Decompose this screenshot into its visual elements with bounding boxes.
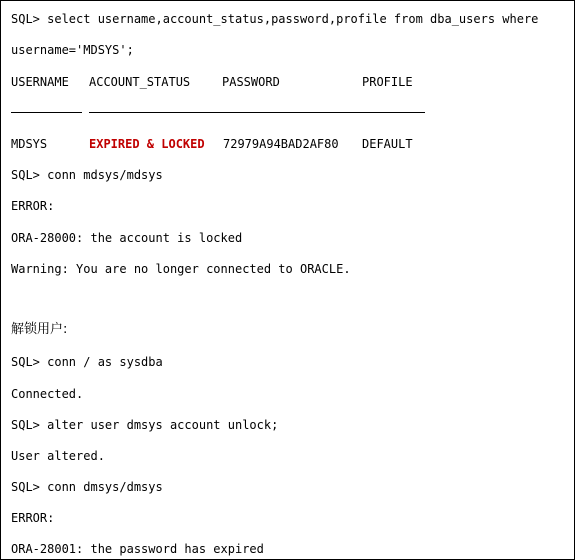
column-header-account-status: ACCOUNT_STATUS [89,75,191,89]
sql-select-continuation: username='MDSYS'; [11,43,134,57]
sql-alter-user-unlock: SQL> alter user dmsys account unlock; [11,418,279,432]
sql-conn-dmsys: SQL> conn dmsys/dmsys [11,480,163,494]
cell-profile: DEFAULT [362,137,413,151]
error-label-2: ERROR: [11,511,55,525]
column-underline-username [11,112,82,113]
connected-message: Connected. [11,387,84,401]
sql-conn-sysdba: SQL> conn / as sysdba [11,355,163,369]
column-header-profile: PROFILE [362,75,413,89]
ora-28000-message: ORA-28000: the account is locked [11,231,243,245]
ora-28001-message: ORA-28001: the password has expired [11,542,264,556]
user-altered-message: User altered. [11,449,105,463]
cell-account-status: EXPIRED & LOCKED [89,137,205,151]
cell-password: 72979A94BAD2AF80 [223,137,339,151]
sql-select-command: SQL> select username,account_status,password,profile from dba_users where [11,12,539,26]
cell-username: MDSYS [11,137,48,151]
column-header-password: PASSWORD [222,75,280,89]
warning-disconnected: Warning: You are no longer connected to ORACLE. [11,262,351,276]
unlock-user-heading: 解锁用户: [11,322,68,337]
error-label: ERROR: [11,199,55,213]
column-header-username: USERNAME [11,75,69,89]
sql-conn-mdsys: SQL> conn mdsys/mdsys [11,168,163,182]
column-underline-rest [89,112,425,113]
